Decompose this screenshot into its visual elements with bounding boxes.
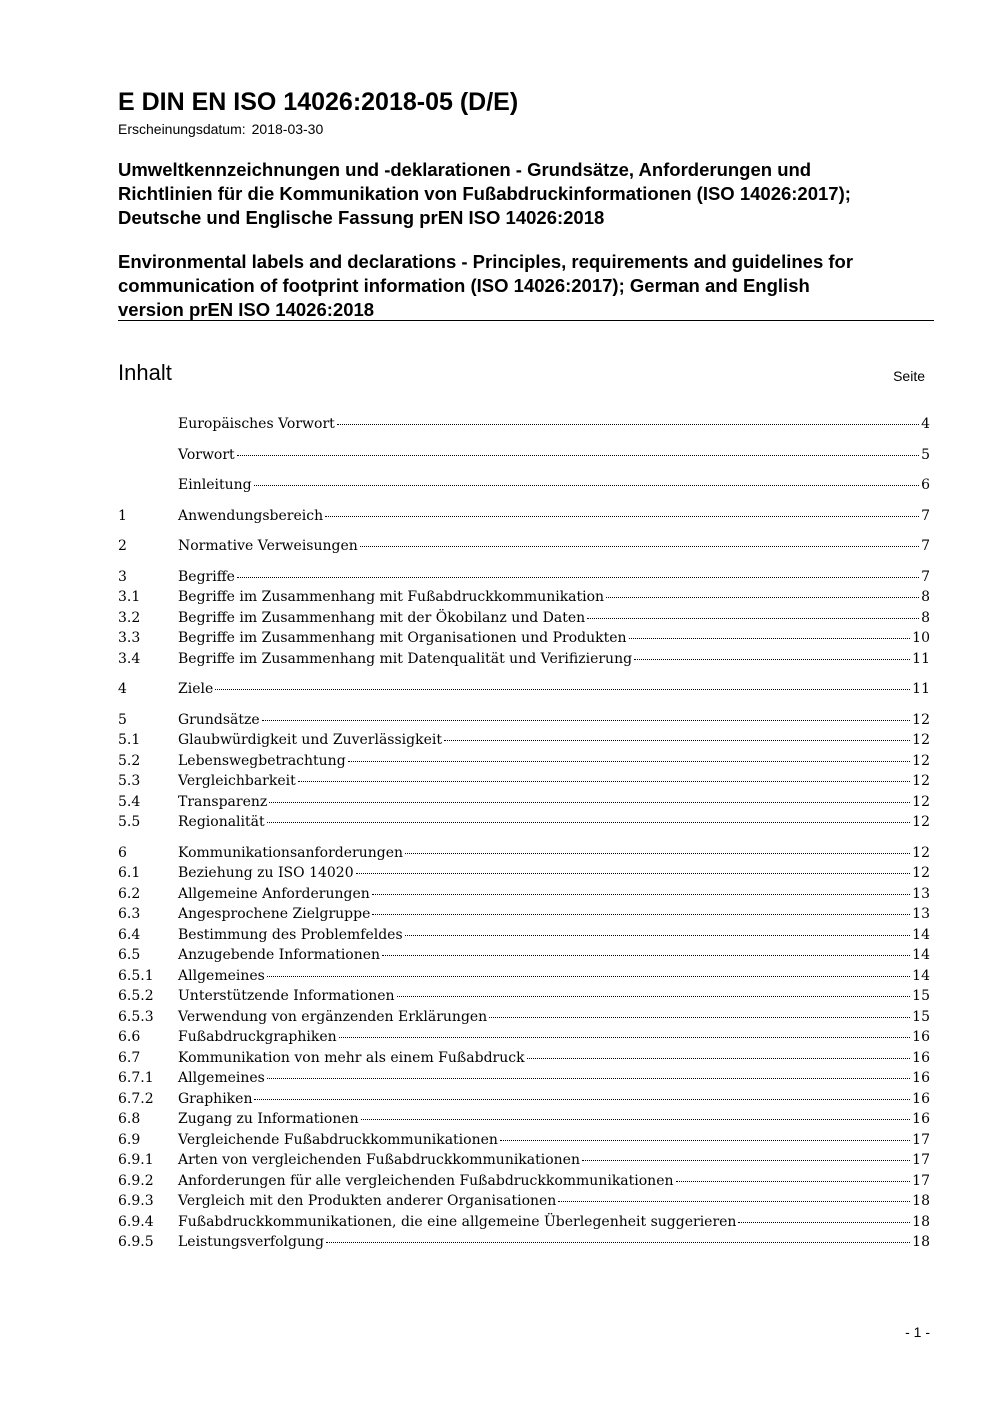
- toc-entry[interactable]: [118, 1091, 930, 1112]
- toc-entry-page: 12: [912, 732, 930, 748]
- toc-entry[interactable]: [118, 732, 930, 753]
- toc-entry-page: 12: [912, 865, 930, 881]
- toc-dot-leader: [356, 873, 911, 874]
- toc-entry-page: 7: [921, 538, 930, 554]
- toc-entry-label: Anzugebende Informationen: [178, 947, 381, 963]
- toc-entry[interactable]: [118, 1050, 930, 1071]
- toc-dot-leader: [361, 1119, 911, 1120]
- toc-entry-number: 6.5.2: [118, 988, 154, 1004]
- toc-entry-page: 16: [912, 1029, 930, 1045]
- toc-entry-page: 17: [912, 1172, 930, 1189]
- toc-entry-number: 6.7: [118, 1049, 141, 1066]
- toc-entry-label: Leistungsverfolgung: [178, 1234, 324, 1250]
- toc-dot-leader: [254, 485, 920, 486]
- publication-date-label: Erscheinungsdatum:: [118, 121, 246, 137]
- toc-dot-leader: [527, 1058, 911, 1059]
- toc-entry-number: 5: [118, 711, 127, 728]
- toc-entry[interactable]: [118, 814, 930, 835]
- publication-date: [118, 121, 323, 137]
- toc-entry-label: Lebenswegbetrachtung: [178, 752, 346, 769]
- toc-entry-label: Begriffe im Zusammenhang mit Organisationen und Produkten: [178, 630, 627, 646]
- toc-entry-label: Arten von vergleichenden Fußabdruckkommunikationen: [178, 1152, 580, 1168]
- toc-entry-label: Unterstützende Informationen: [178, 988, 395, 1004]
- toc-dot-leader: [267, 822, 911, 823]
- toc-entry-page: 10: [912, 630, 930, 646]
- toc-entry-label: Kommunikation von mehr als einem Fußabdruck: [178, 1049, 525, 1066]
- title-english-line: version prEN ISO 14026:2018: [118, 299, 375, 320]
- toc-entry-number: 6.6: [118, 1029, 141, 1045]
- toc-dot-leader: [372, 914, 910, 915]
- toc-entry-page: 7: [921, 507, 930, 524]
- toc-dot-leader: [634, 659, 910, 660]
- toc-entry-page: 6: [921, 477, 930, 493]
- toc-entry-page: 18: [912, 1193, 930, 1209]
- toc-entry-number: 6.4: [118, 926, 141, 943]
- toc-entry-label: Graphiken: [178, 1090, 253, 1107]
- toc-dot-leader: [269, 802, 910, 803]
- toc-entry[interactable]: [118, 651, 930, 672]
- toc-entry[interactable]: [118, 416, 930, 437]
- toc-dot-leader: [237, 455, 919, 456]
- toc-entry[interactable]: [118, 610, 930, 631]
- toc-entry-number: 6.7.1: [118, 1070, 154, 1086]
- toc-entry-number: 6.9: [118, 1131, 141, 1148]
- toc-entry-label: Anwendungsbereich: [178, 507, 324, 524]
- toc-entry-number: 3.2: [118, 609, 141, 626]
- toc-entry-label: Zugang zu Informationen: [178, 1111, 359, 1127]
- toc-entry[interactable]: [118, 630, 930, 651]
- toc-entry[interactable]: [118, 845, 930, 866]
- toc-entry-label: Begriffe: [178, 568, 235, 585]
- toc-entry[interactable]: [118, 1070, 930, 1091]
- toc-dot-leader: [348, 761, 911, 762]
- toc-entry-number: 6.9.5: [118, 1234, 154, 1250]
- toc-entry-number: 6.9.1: [118, 1152, 154, 1168]
- toc-entry-number: 6.3: [118, 906, 141, 922]
- toc-entry-number: 3.3: [118, 630, 141, 646]
- page-number: - 1 -: [905, 1324, 930, 1340]
- title-english-line: communication of footprint information (ISO 14026:2017); German and English: [118, 275, 810, 296]
- toc-entry-label: Beziehung zu ISO 14020: [178, 865, 354, 881]
- toc-entry-number: 6.1: [118, 865, 141, 881]
- toc-dot-leader: [382, 955, 910, 956]
- title-german-line: Deutsche und Englische Fassung prEN ISO 14026:2018: [118, 207, 605, 228]
- toc-entry-label: Normative Verweisungen: [178, 538, 358, 554]
- toc-entry-page: 14: [912, 926, 930, 943]
- toc-entry-label: Begriffe im Zusammenhang mit der Ökobilanz und Daten: [178, 609, 586, 626]
- toc-dot-leader: [326, 1242, 910, 1243]
- toc-entry-number: 3.1: [118, 589, 141, 605]
- toc-entry[interactable]: [118, 589, 930, 610]
- toc-entry[interactable]: [118, 1029, 930, 1050]
- toc-entry-page: 7: [921, 568, 930, 585]
- toc-entry-page: 4: [921, 416, 930, 432]
- toc-entry-number: 3.4: [118, 650, 141, 667]
- toc-entry-page: 11: [912, 681, 930, 697]
- toc-entry-label: Fußabdruckkommunikationen, die eine allgemeine Überlegenheit suggerieren: [178, 1213, 737, 1230]
- toc-dot-leader: [489, 1017, 910, 1018]
- toc-dot-leader: [267, 976, 910, 977]
- toc-entry-label: Transparenz: [178, 793, 268, 810]
- toc-entry[interactable]: [118, 477, 930, 498]
- toc-entry-page: 13: [912, 906, 930, 922]
- toc-entry-page: 12: [912, 711, 930, 728]
- toc-entry-page: 8: [921, 589, 930, 605]
- toc-entry-label: Europäisches Vorwort: [178, 416, 335, 432]
- toc-dot-leader: [337, 424, 919, 425]
- toc-dot-leader: [397, 996, 911, 997]
- toc-entry-number: 2: [118, 538, 127, 554]
- toc-dot-leader: [405, 853, 910, 854]
- toc-entry[interactable]: [118, 681, 930, 702]
- toc-entry[interactable]: [118, 865, 930, 886]
- toc-entry-number: 6.9.3: [118, 1193, 154, 1209]
- toc-entry-number: 4: [118, 681, 127, 697]
- toc-entry[interactable]: [118, 1214, 930, 1235]
- toc-entry-page: 16: [912, 1111, 930, 1127]
- toc-entry[interactable]: [118, 1173, 930, 1194]
- toc-entry[interactable]: [118, 1009, 930, 1030]
- toc-entry-label: Vergleich mit den Produkten anderer Organisationen: [178, 1193, 557, 1209]
- toc-entry-page: 12: [912, 793, 930, 810]
- toc-entry-label: Ziele: [178, 681, 214, 697]
- toc-entry[interactable]: [118, 753, 930, 774]
- toc-entry-number: 1: [118, 507, 127, 524]
- toc-entry[interactable]: [118, 538, 930, 559]
- toc-entry-label: Allgemeines: [178, 1070, 265, 1086]
- toc-entry-page: 5: [921, 446, 930, 463]
- toc-dot-leader: [738, 1222, 910, 1223]
- title-english: [118, 250, 853, 322]
- toc-dot-leader: [254, 1099, 910, 1100]
- toc-dot-leader: [325, 516, 919, 517]
- toc-entry-page: 16: [912, 1090, 930, 1107]
- toc-dot-leader: [215, 689, 910, 690]
- toc-entry-number: 6.5.1: [118, 967, 154, 984]
- toc-entry[interactable]: [118, 906, 930, 927]
- toc-heading: Inhalt: [118, 360, 172, 385]
- toc-entry-number: 6.9.4: [118, 1213, 154, 1230]
- toc-entry-label: Regionalität: [178, 814, 265, 830]
- toc-entry-page: 17: [912, 1131, 930, 1148]
- title-english-line: Environmental labels and declarations - Principles, requirements and guidelines for: [118, 251, 854, 272]
- toc-dot-leader: [676, 1181, 911, 1182]
- toc-dot-leader: [629, 638, 911, 639]
- toc-entry[interactable]: [118, 712, 930, 733]
- toc-entry-label: Grundsätze: [178, 711, 260, 728]
- toc-entry-page: 17: [912, 1152, 930, 1168]
- toc-entry-number: 6.7.2: [118, 1090, 154, 1107]
- table-of-contents: [118, 416, 930, 1255]
- toc-entry-page: 15: [912, 1008, 930, 1025]
- toc-entry-number: 6: [118, 844, 127, 861]
- toc-entry-page: 11: [912, 650, 930, 667]
- toc-entry[interactable]: [118, 773, 930, 794]
- toc-entry-label: Allgemeine Anforderungen: [178, 885, 370, 902]
- toc-entry-number: 3: [118, 568, 127, 585]
- toc-entry[interactable]: [118, 447, 930, 468]
- toc-entry-page: 12: [912, 773, 930, 789]
- toc-entry-label: Begriffe im Zusammenhang mit Fußabdruckkommunikation: [178, 589, 605, 605]
- toc-entry-label: Vorwort: [178, 446, 235, 463]
- toc-entry-label: Begriffe im Zusammenhang mit Datenqualität und Verifizierung: [178, 650, 633, 667]
- toc-entry[interactable]: [118, 1193, 930, 1214]
- toc-dot-leader: [500, 1140, 910, 1141]
- toc-dot-leader: [372, 894, 910, 895]
- toc-entry-page: 12: [912, 814, 930, 830]
- toc-entry-page: 14: [912, 947, 930, 963]
- toc-dot-leader: [339, 1037, 911, 1038]
- title-german-line: Umweltkennzeichnungen und -deklarationen - Grundsätze, Anforderungen und: [118, 159, 812, 180]
- toc-page-column-label: Seite: [893, 368, 925, 384]
- toc-entry-label: Vergleichbarkeit: [178, 773, 296, 789]
- toc-entry-page: 15: [912, 988, 930, 1004]
- toc-dot-leader: [606, 597, 919, 598]
- toc-entry[interactable]: [118, 794, 930, 815]
- toc-entry[interactable]: [118, 1152, 930, 1173]
- toc-entry-page: 13: [912, 885, 930, 902]
- toc-dot-leader: [360, 546, 919, 547]
- toc-entry[interactable]: [118, 927, 930, 948]
- toc-entry-page: 18: [912, 1213, 930, 1230]
- title-german-line: Richtlinien für die Kommunikation von Fußabdruckinformationen (ISO 14026:2017);: [118, 183, 851, 204]
- toc-entry-page: 14: [912, 967, 930, 984]
- document-title: E DIN EN ISO 14026:2018-05 (D/E): [118, 88, 519, 116]
- toc-entry-number: 6.5.3: [118, 1008, 154, 1025]
- toc-entry-label: Bestimmung des Problemfeldes: [178, 926, 403, 943]
- toc-dot-leader: [587, 618, 919, 619]
- toc-dot-leader: [558, 1201, 910, 1202]
- toc-entry-label: Anforderungen für alle vergleichenden Fußabdruckkommunikationen: [178, 1172, 674, 1189]
- toc-dot-leader: [444, 740, 910, 741]
- toc-entry-number: 5.4: [118, 793, 141, 810]
- header-divider: [118, 320, 934, 321]
- toc-entry-label: Angesprochene Zielgruppe: [178, 906, 371, 922]
- toc-entry[interactable]: [118, 569, 930, 590]
- toc-entry-label: Fußabdruckgraphiken: [178, 1029, 337, 1045]
- toc-entry-page: 8: [921, 609, 930, 626]
- toc-entry[interactable]: [118, 886, 930, 907]
- toc-entry[interactable]: [118, 508, 930, 529]
- toc-dot-leader: [405, 935, 911, 936]
- toc-entry-number: 6.5: [118, 947, 141, 963]
- toc-entry-page: 16: [912, 1049, 930, 1066]
- toc-dot-leader: [267, 1078, 910, 1079]
- toc-entry-number: 5.1: [118, 732, 141, 748]
- toc-entry-page: 16: [912, 1070, 930, 1086]
- toc-dot-leader: [237, 577, 919, 578]
- toc-dot-leader: [298, 781, 910, 782]
- toc-entry-page: 18: [912, 1234, 930, 1250]
- toc-entry[interactable]: [118, 1111, 930, 1132]
- toc-entry-label: Verwendung von ergänzenden Erklärungen: [178, 1008, 488, 1025]
- publication-date-value: 2018-03-30: [251, 121, 324, 137]
- toc-entry-page: 12: [912, 844, 930, 861]
- toc-entry[interactable]: [118, 947, 930, 968]
- toc-entry-number: 6.9.2: [118, 1172, 154, 1189]
- toc-entry-number: 5.2: [118, 752, 141, 769]
- toc-entry-label: Allgemeines: [178, 967, 265, 984]
- toc-entry-number: 6.2: [118, 885, 141, 902]
- title-german: [118, 158, 851, 230]
- toc-dot-leader: [262, 720, 910, 721]
- toc-entry-label: Vergleichende Fußabdruckkommunikationen: [178, 1131, 498, 1148]
- toc-entry-number: 6.8: [118, 1111, 141, 1127]
- toc-dot-leader: [582, 1160, 910, 1161]
- toc-entry-number: 5.5: [118, 814, 141, 830]
- toc-entry-number: 5.3: [118, 773, 141, 789]
- toc-entry[interactable]: [118, 988, 930, 1009]
- toc-entry-label: Einleitung: [178, 477, 252, 493]
- toc-entry[interactable]: [118, 1132, 930, 1153]
- toc-entry-label: Glaubwürdigkeit und Zuverlässigkeit: [178, 732, 442, 748]
- toc-entry-label: Kommunikationsanforderungen: [178, 844, 404, 861]
- toc-entry[interactable]: [118, 1234, 930, 1255]
- toc-entry-page: 12: [912, 752, 930, 769]
- toc-entry[interactable]: [118, 968, 930, 989]
